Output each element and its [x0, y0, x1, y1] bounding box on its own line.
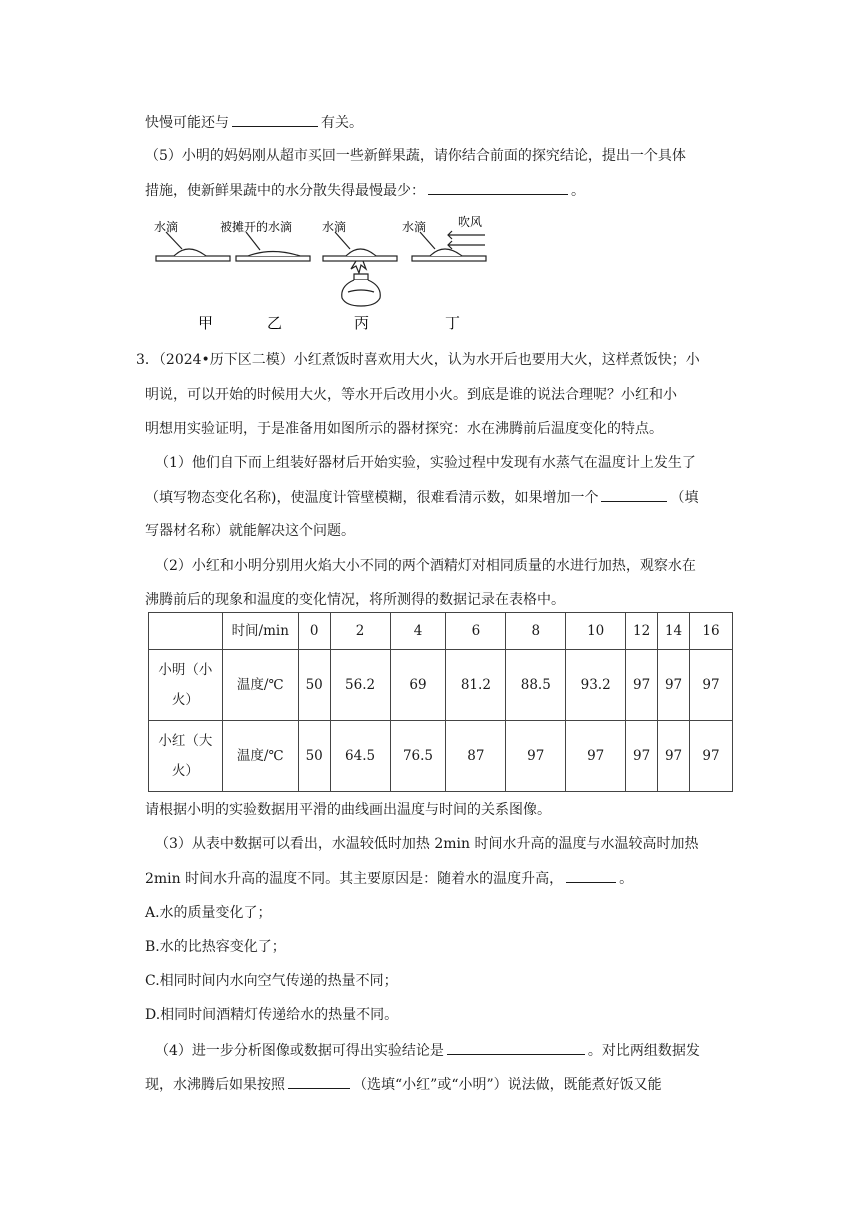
table-cell: 56.2 [330, 650, 390, 721]
table-cell: 69 [390, 650, 446, 721]
text-line: 明说，可以开始的时候用大火，等水开后改用小火。到底是谁的说法合理呢？小红和小 [145, 387, 677, 403]
text-line: （5）小明的妈妈刚从超市买回一些新鲜果蔬，请你结合前面的探究结论，提出一个具体 [145, 148, 686, 164]
row-name-cell [149, 650, 223, 721]
table-cell: 97 [658, 650, 690, 721]
text-line [145, 180, 585, 201]
table-cell: 50 [298, 721, 330, 792]
row-name-cell [149, 721, 223, 792]
table-header-cell: 4 [390, 613, 446, 650]
table-cell: 97 [626, 721, 658, 792]
table-cell: 97 [626, 650, 658, 721]
table-cell: 温度/℃ [222, 650, 298, 721]
text-segment: 2min 时间水升高的温度不同。其主要原因是：随着水的温度升高， [145, 871, 564, 887]
label-water-drop: 水滴 [154, 220, 179, 234]
table-header-cell: 12 [626, 613, 658, 650]
data-table [148, 612, 733, 792]
answer-blank [601, 487, 667, 502]
text-segment: 。 [571, 183, 585, 199]
label-water-drop: 水滴 [402, 220, 427, 234]
text-segment: （4）进一步分析图像或数据可得出实验结论是 [155, 1043, 444, 1059]
table-cell: 76.5 [390, 721, 446, 792]
row-name-part: 小明（小 [158, 662, 213, 678]
answer-blank [232, 112, 318, 127]
text-segment: （填写物态变化名称)，使温度计管壁模糊，很难看清示数，如果增加一个 [145, 490, 599, 506]
table-cell: 87 [446, 721, 506, 792]
table-header-cell: 8 [506, 613, 566, 650]
text-line [145, 1074, 662, 1095]
text-line [145, 868, 633, 889]
table-cell: 97 [690, 650, 733, 721]
text-line [145, 487, 698, 508]
table-cell: 88.5 [506, 650, 566, 721]
evaporation-figure [150, 212, 490, 334]
option-c: C.相同时间内水向空气传递的热量不同； [145, 973, 398, 989]
table-cell: 97 [690, 721, 733, 792]
row-name-part: 火） [171, 692, 199, 708]
table-cell: 97 [658, 721, 690, 792]
text-line: 明想用实验证明，于是准备用如图所示的器材探究：水在沸腾前后温度变化的特点。 [145, 421, 663, 437]
caption-jia: 甲 [198, 314, 214, 332]
table-cell: 50 [298, 650, 330, 721]
table-cell: 97 [506, 721, 566, 792]
table-cell: 93.2 [566, 650, 626, 721]
text-segment: 快慢可能还与 [145, 115, 229, 131]
text-line: 请根据小明的实验数据用平滑的曲线画出温度与时间的关系图像。 [145, 802, 551, 818]
text-line: 写器材名称）就能解决这个问题。 [145, 523, 355, 539]
text-segment: 现，水沸腾后如果按照 [145, 1077, 285, 1093]
table-header-cell: 6 [446, 613, 506, 650]
table-header-row [149, 613, 733, 650]
table-cell: 81.2 [446, 650, 506, 721]
caption-bing: 丙 [354, 314, 370, 332]
text-line: 沸腾前后的现象和温度的变化情况，将所测得的数据记录在表格中。 [145, 592, 565, 608]
table-cell: 64.5 [330, 721, 390, 792]
answer-blank [428, 180, 568, 195]
table-header-cell: 16 [690, 613, 733, 650]
table-row [149, 650, 733, 721]
text-segment: （填 [670, 490, 699, 506]
answer-blank [288, 1074, 350, 1089]
row-name-part: 小红（大 [158, 733, 213, 749]
option-b: B.水的比热容变化了； [145, 939, 286, 955]
option-d: D.相同时间酒精灯传递给水的热量不同。 [145, 1007, 399, 1023]
text-line: （2）小红和小明分别用火焰大小不同的两个酒精灯对相同质量的水进行加热，观察水在 [155, 558, 696, 574]
table-cell: 温度/℃ [222, 721, 298, 792]
text-segment: （选填“小红”或“小明”）说法做，既能煮好饭又能 [353, 1077, 662, 1093]
text-line: （1）他们自下而上组装好器材后开始实验，实验过程中发现有水蒸气在温度计上发生了 [155, 455, 696, 471]
label-spread-drop: 被摊开的水滴 [220, 220, 293, 234]
label-water-drop: 水滴 [322, 220, 347, 234]
caption-ding: 丁 [445, 314, 461, 332]
text-segment: 。 [619, 871, 634, 887]
text-segment: 有关。 [321, 115, 363, 131]
text-segment: 。对比两组数据发 [587, 1043, 700, 1059]
label-wind: 吹风 [458, 215, 483, 229]
caption-yi: 乙 [267, 314, 283, 332]
text-line [155, 1040, 700, 1061]
table-header-cell: 10 [566, 613, 626, 650]
answer-blank [447, 1040, 585, 1055]
table-header-cell: 2 [330, 613, 390, 650]
table-header-cell: 时间/min [222, 613, 298, 650]
text-segment: 措施，使新鲜果蔬中的水分散失得最慢最少： [145, 183, 425, 199]
question-3-line-1: 3．（2024•历下区二模）小红煮饭时喜欢用大火，认为水开后也要用大火，这样煮饭快；小 [136, 352, 700, 368]
table-header-cell: 14 [658, 613, 690, 650]
answer-blank [566, 868, 616, 883]
text-line: （3）从表中数据可以看出，水温较低时加热 2min 时间水升高的温度与水温较高时加热 [155, 836, 699, 852]
table-cell: 97 [566, 721, 626, 792]
table-row [149, 721, 733, 792]
table-cell [149, 613, 223, 650]
row-name-part: 火） [171, 763, 199, 779]
option-a: A.水的质量变化了； [145, 905, 272, 921]
table-header-cell: 0 [298, 613, 330, 650]
text-line [145, 112, 363, 133]
